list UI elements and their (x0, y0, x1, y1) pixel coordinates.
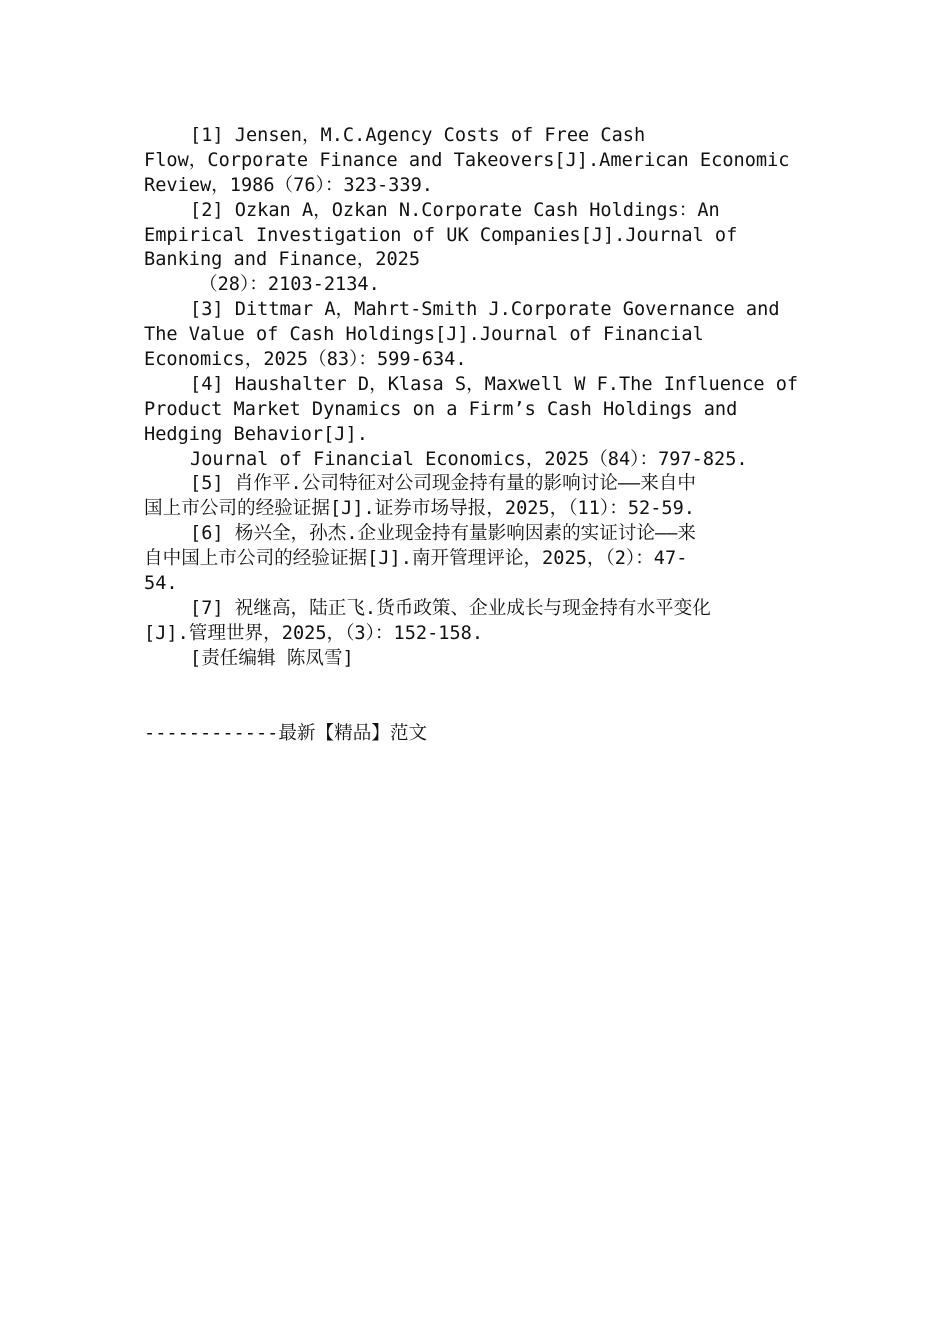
reference-2-line-1: [2] Ozkan A，Ozkan N.Corporate Cash Holdings：An (190, 199, 720, 221)
reference-1-line-2: Flow，Corporate Finance and Takeovers[J].American Economic (144, 149, 790, 171)
reference-6-line-3: 54. (144, 573, 178, 595)
reference-2-line-4: （28）：2103-2134. (199, 274, 380, 296)
reference-7-line-2: [J].管理世界，2025，（3）：152-158. (144, 622, 484, 644)
reference-4-line-1: [4] Haushalter D，Klasa S，Maxwell W F.The Influence of (190, 373, 799, 395)
reference-7-line-1: [7] 祝继高，陆正飞.货币政策、企业成长与现金持有水平变化 (190, 597, 711, 619)
reference-3-line-2: The Value of Cash Holdings[J].Journal of Financial (144, 324, 704, 346)
reference-6-line-1: [6] 杨兴全，孙杰.企业现金持有量影响因素的实证讨论——来 (190, 523, 697, 545)
reference-3-line-3: Economics，2025（83）：599-634. (144, 349, 467, 371)
reference-4-line-2: Product Market Dynamics on a Firm’s Cash Holdings and (144, 398, 738, 420)
footer-text: ------------最新【精品】范文 (144, 723, 428, 744)
reference-2-line-2: Empirical Investigation of UK Companies[J].Journal of (144, 224, 738, 246)
reference-6-line-2: 自中国上市公司的经验证据[J].南开管理评论，2025，（2）：47- (144, 548, 688, 570)
reference-list (144, 124, 809, 672)
reference-4-line-4: Journal of Financial Economics，2025（84）：797-825. (190, 448, 748, 470)
reference-2-line-3: Banking and Finance，2025 (144, 249, 421, 271)
editor-note: [责任编辑 陈凤雪] (190, 647, 354, 669)
reference-1-line-1: [1] Jensen，M.C.Agency Costs of Free Cash (190, 125, 646, 146)
reference-3-line-1: [3] Dittmar A，Mahrt-Smith J.Corporate Governance and (190, 299, 780, 321)
reference-5-line-1: [5] 肖作平.公司特征对公司现金持有量的影响讨论——来自中 (190, 473, 697, 495)
reference-1-line-3: Review，1986（76）：323-339. (144, 174, 433, 196)
reference-5-line-2: 国上市公司的经验证据[J].证券市场导报，2025，（11）：52-59. (144, 498, 695, 520)
reference-4-line-3: Hedging Behavior[J]. (144, 423, 368, 445)
